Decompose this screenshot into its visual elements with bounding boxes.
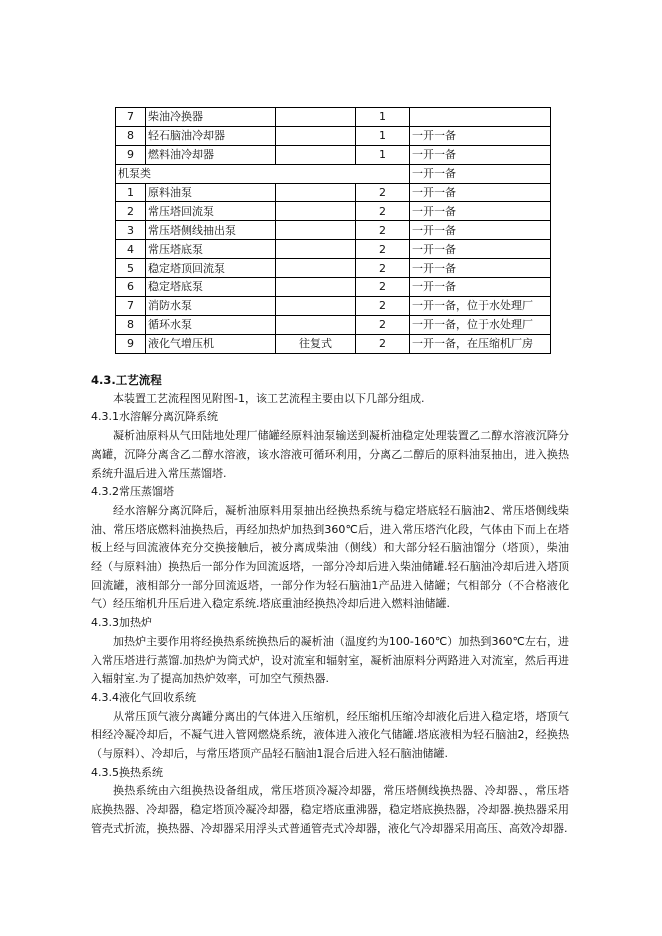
paragraph: 凝析油原料从气田陆地处理厂储罐经原料油泵输送到凝析油稳定处理装置乙二醇水溶液沉降分离罐，沉降分离含乙二醇水溶液，该水溶液可循环利用，分离乙二醇后的原料油泵抽出，进入换热系统升温后进入常压蒸馏塔.: [91, 429, 569, 480]
equipment-remark: 一开一备，在压缩机厂房: [410, 334, 551, 353]
equipment-remark: 一开一备: [410, 278, 551, 297]
row-number: 7: [116, 108, 146, 127]
equipment-quantity: 1: [356, 145, 410, 164]
table-row: [116, 296, 551, 315]
equipment-type: [276, 126, 356, 145]
equipment-name: 循环水泵: [146, 315, 276, 334]
table-row: [116, 145, 551, 164]
row-number: 1: [116, 183, 146, 202]
equipment-quantity: 2: [356, 278, 410, 297]
table-section-row: [116, 164, 551, 183]
table-row: [116, 259, 551, 278]
equipment-name: 稳定塔顶回流泵: [146, 259, 276, 278]
equipment-remark: [410, 108, 551, 127]
row-number: 8: [116, 126, 146, 145]
equipment-type: [276, 296, 356, 315]
subsection-heading: 4.3.2常压蒸馏塔: [91, 485, 174, 499]
equipment-quantity: 1: [356, 126, 410, 145]
subsection-heading: 4.3.4液化气回收系统: [91, 690, 196, 704]
equipment-remark: 一开一备: [410, 240, 551, 259]
table-row: [116, 183, 551, 202]
equipment-name: 柴油冷换器: [146, 108, 276, 127]
equipment-quantity: 2: [356, 315, 410, 334]
paragraph: 加热炉主要作用将经换热系统换热后的凝析油（温度约为100-160℃）加热到360℃左右，进入常压塔进行蒸馏.加热炉为筒式炉，设对流室和辐射室，凝析油原料分两路进入对流室，然后再进入辐射室.为了提高加热炉效率，可加空气预热器.: [91, 634, 569, 686]
row-number: 4: [116, 240, 146, 259]
equipment-remark: 一开一备: [410, 259, 551, 278]
equipment-quantity: 1: [356, 108, 410, 127]
row-number: 5: [116, 259, 146, 278]
equipment-name: 稳定塔底泵: [146, 278, 276, 297]
paragraph: 从常压顶气液分离罐分离出的气体进入压缩机，经压缩机压缩冷却液化后进入稳定塔，塔顶气相经冷凝冷却后，不凝气进入管网燃烧系统，液体进入液化气储罐.塔底液相为轻石脑油2，经换热（与原料）、冷却后，与常压塔顶产品轻石脑油1混合后进入轻石脑油储罐.: [91, 709, 569, 761]
equipment-remark: 一开一备，位于水处理厂: [410, 296, 551, 315]
equipment-type: [276, 145, 356, 164]
equipment-quantity: 2: [356, 259, 410, 278]
paragraph: 经水溶解分离沉降后，凝析油原料用泵抽出经换热系统与稳定塔底轻石脑油2、常压塔侧线柴油、常压塔底燃料油换热后，再经加热炉加热到360℃后，进入常压塔汽化段，气体由下而上在塔板上经与回流液体充分交换接触后，被分离成柴油（侧线）和大部分轻石脑油馏分（塔顶），柴油经（与原料油）换热后一部分作为回流返塔，一部分冷却后进入柴油储罐.轻石脑油冷却后进入塔顶回流罐，液相部分一部分回流返塔，一部分作为轻石脑油1产品进入储罐；气相部分（不合格液化气）经压缩机升压后进入稳定系统.塔底重油经换热冷却后进入燃料油储罐.: [91, 503, 569, 611]
equipment-remark: 一开一备，位于水处理厂: [410, 315, 551, 334]
equipment-name: 消防水泵: [146, 296, 276, 315]
table-row: [116, 334, 551, 353]
equipment-table: [115, 107, 551, 354]
subsection-heading: 4.3.1水溶解分离沉降系统: [91, 410, 218, 424]
intro-paragraph: 本装置工艺流程图见附图-1，该工艺流程主要由以下几部分组成.: [113, 391, 425, 405]
equipment-quantity: 2: [356, 221, 410, 240]
equipment-type: [276, 221, 356, 240]
section-remark: 一开一备: [410, 164, 551, 183]
equipment-name: 燃料油冷却器: [146, 145, 276, 164]
equipment-name: 液化气增压机: [146, 334, 276, 353]
equipment-type: [276, 278, 356, 297]
equipment-type: [276, 183, 356, 202]
row-number: 2: [116, 202, 146, 221]
row-number: 9: [116, 145, 146, 164]
equipment-type: [276, 315, 356, 334]
equipment-remark: 一开一备: [410, 202, 551, 221]
equipment-remark: 一开一备: [410, 221, 551, 240]
equipment-remark: 一开一备: [410, 126, 551, 145]
equipment-name: 常压塔回流泵: [146, 202, 276, 221]
equipment-quantity: 2: [356, 202, 410, 221]
section-label: 机泵类: [116, 164, 410, 183]
equipment-type: [276, 259, 356, 278]
equipment-name: 轻石脑油冷却器: [146, 126, 276, 145]
row-number: 8: [116, 315, 146, 334]
equipment-type: [276, 202, 356, 221]
table-row: [116, 240, 551, 259]
equipment-quantity: 2: [356, 296, 410, 315]
row-number: 3: [116, 221, 146, 240]
table-row: [116, 126, 551, 145]
subsection-heading: 4.3.3加热炉: [91, 616, 152, 630]
table-row: [116, 202, 551, 221]
equipment-name: 常压塔侧线抽出泵: [146, 221, 276, 240]
row-number: 6: [116, 278, 146, 297]
equipment-remark: 一开一备: [410, 183, 551, 202]
equipment-quantity: 2: [356, 334, 410, 353]
equipment-quantity: 2: [356, 183, 410, 202]
section-heading: 4.3.工艺流程: [91, 373, 162, 387]
table-row: [116, 278, 551, 297]
equipment-type: [276, 240, 356, 259]
table-row: [116, 221, 551, 240]
equipment-quantity: 2: [356, 240, 410, 259]
paragraph: 换热系统由六组换热设备组成，常压塔顶冷凝冷却器，常压塔侧线换热器、冷却器、，常压塔底换热器、冷却器，稳定塔顶冷凝冷却器，稳定塔底重沸器，稳定塔底换热器，冷却器.换热器采用管壳式折流，换热器、冷却器采用浮头式普通管壳式冷却器，液化气冷却器采用高压、高效冷却器.: [91, 784, 569, 835]
row-number: 9: [116, 334, 146, 353]
equipment-type: 往复式: [276, 334, 356, 353]
equipment-type: [276, 108, 356, 127]
row-number: 7: [116, 296, 146, 315]
equipment-remark: 一开一备: [410, 145, 551, 164]
subsection-heading: 4.3.5换热系统: [91, 765, 163, 779]
equipment-name: 原料油泵: [146, 183, 276, 202]
process-description: [91, 371, 569, 839]
table-row: [116, 315, 551, 334]
equipment-name: 常压塔底泵: [146, 240, 276, 259]
table-row: [116, 108, 551, 127]
